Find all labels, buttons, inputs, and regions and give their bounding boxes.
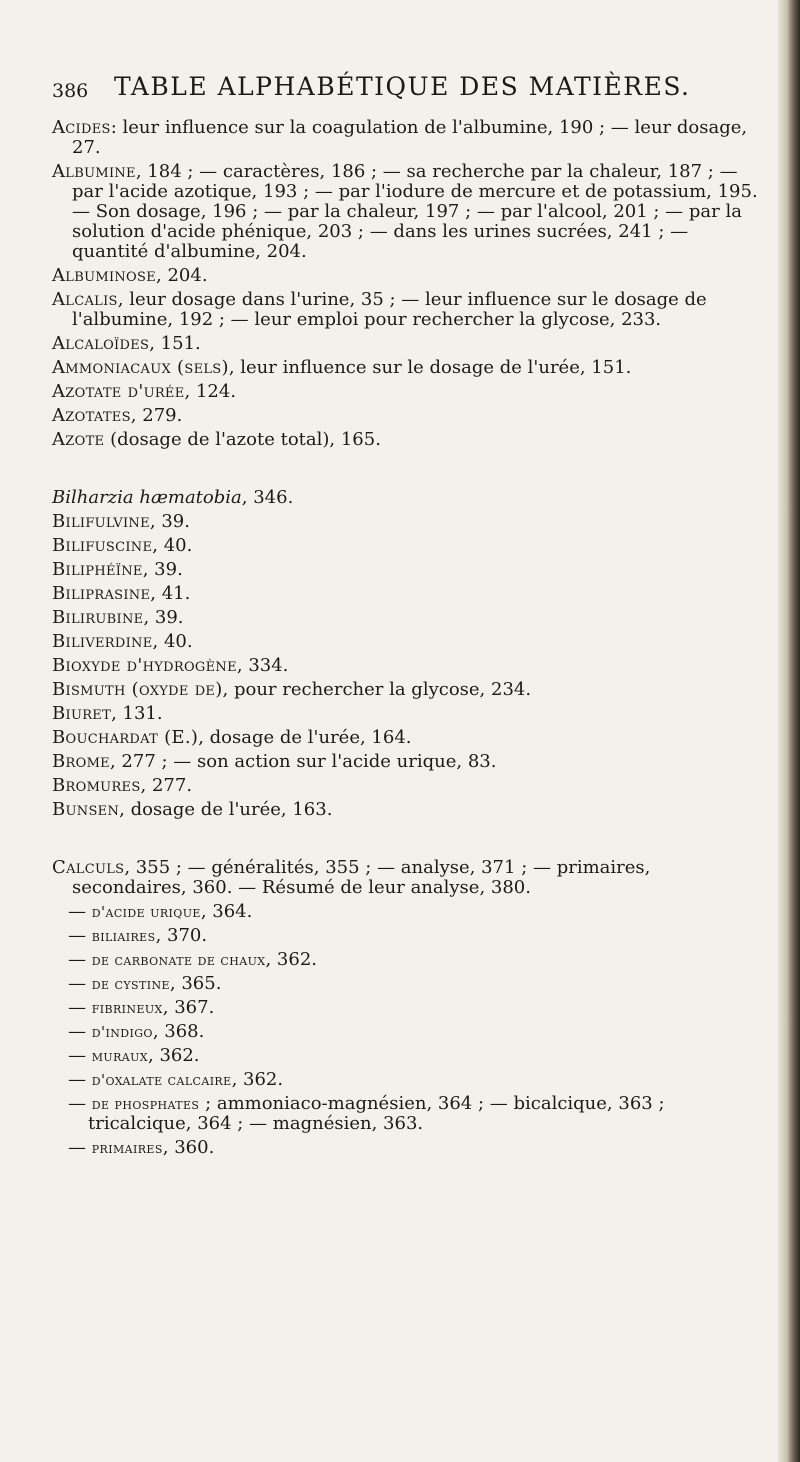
entry-text: , leur influence sur le dosage de l'urée, 151. (228, 357, 632, 378)
subentry-head: biliaires (91, 927, 156, 945)
entry-head: Biliverdine (52, 631, 153, 652)
index-entry (52, 266, 762, 286)
subentry-text: , 365. (169, 973, 222, 994)
entry-head: Biuret (52, 703, 112, 724)
index-subentry: — d'oxalate calcaire, 362. (68, 1069, 284, 1090)
index-entry (52, 358, 762, 378)
subentry-text: , 360. (162, 1137, 215, 1158)
entry-text: , dosage de l'urée, 163. (119, 799, 333, 820)
page-header (52, 72, 752, 112)
index-entry (52, 406, 762, 426)
index-entry (52, 536, 762, 556)
entry-text: , 40. (152, 535, 193, 556)
entry-text: , 204. (156, 265, 208, 286)
index-entry (52, 488, 762, 508)
index-subentry: — primaires, 360. (68, 1137, 215, 1158)
entry-text: : leur influence sur la coagulation de l'albumine, 190 ; — leur dosage, 27. (72, 117, 748, 158)
subentry-text: , 368. (152, 1021, 205, 1042)
entry-head: Calculs (52, 857, 125, 878)
entry-head: Biliprasine (52, 583, 151, 604)
index-entry (52, 800, 762, 820)
entry-head: Bunsen (52, 799, 120, 820)
entry-head: Ammoniacaux (sels) (52, 357, 229, 378)
index-entry (52, 430, 762, 450)
entry-text: , 39. (143, 607, 184, 628)
entry-head: Bilifuscine (52, 535, 153, 556)
index-entry (52, 382, 762, 402)
subentry-text: , 367. (162, 997, 215, 1018)
index-subentry: — biliaires, 370. (68, 925, 208, 946)
entry-text: (dosage de l'azote total), 165. (104, 429, 381, 450)
entry-head: Azotate d'urée (52, 381, 185, 402)
page-edge-shadow (778, 0, 800, 1462)
entry-head: Alcaloïdes (52, 333, 150, 354)
entry-text: , 334. (236, 655, 289, 676)
subentry-text: , 362. (265, 949, 318, 970)
index-entry (52, 752, 762, 772)
entry-head: Bioxyde d'hydrogène (52, 655, 237, 676)
index-entry (52, 334, 762, 354)
entry-head: Bismuth (oxyde de) (52, 679, 223, 700)
subentry-head: d'oxalate calcaire (91, 1071, 232, 1089)
index-entry (52, 290, 762, 330)
section-gap (52, 824, 762, 858)
subentry-text: , 370. (155, 925, 208, 946)
running-title: TABLE ALPHABÉTIQUE DES MATIÈRES. (114, 72, 691, 101)
section-gap (52, 454, 762, 488)
subentry-head: de phosphates (91, 1095, 200, 1113)
entry-head: Biliphéïne (52, 559, 143, 580)
entry-head: Albumine (52, 161, 136, 182)
subentry-text: , 364. (200, 901, 253, 922)
entry-text: , 346. (241, 487, 294, 508)
index-body (52, 118, 762, 1162)
entry-text: , leur dosage dans l'urine, 35 ; — leur influence sur le dosage de l'albumine, 192 ; — leur emploi pour rechercher la glycose, 233. (72, 289, 707, 330)
entry-text: , 39. (149, 511, 190, 532)
index-entry (52, 656, 762, 676)
index-entry (52, 118, 762, 158)
entry-head: Bilirubine (52, 607, 144, 628)
entry-head: Azote (52, 429, 105, 450)
entry-text: , 355 ; — généralités, 355 ; — analyse, 371 ; — primaires, secondaires, 360. — Résumé de leur analyse, 380. (72, 857, 651, 898)
index-subentry: — de carbonate de chaux, 362. (68, 949, 318, 970)
entry-head: Albuminose (52, 265, 157, 286)
index-entry (52, 512, 762, 532)
index-entry (52, 560, 762, 580)
index-entry (52, 162, 762, 262)
index-entry (52, 632, 762, 652)
subentry-head: de cystine (91, 975, 170, 993)
index-subentry: — fibrineux, 367. (68, 997, 215, 1018)
index-entry (52, 584, 762, 604)
entry-head: Alcalis (52, 289, 118, 310)
subentry-head: de carbonate de chaux (91, 951, 266, 969)
index-subentry: — d'acide urique, 364. (68, 901, 253, 922)
entry-text: , 277. (140, 775, 193, 796)
index-subentry: — muraux, 362. (68, 1045, 200, 1066)
entry-head: Bouchardat (E.) (52, 727, 199, 748)
entry-head: Bilharzia hæmatobia (52, 487, 242, 508)
entry-head: Bilifulvine (52, 511, 150, 532)
subentry-text: ; ammoniaco-magnésien, 364 ; — bicalcique, 363 ; tricalcique, 364 ; — magnésien, 363. (88, 1093, 665, 1134)
entry-text: , 151. (149, 333, 201, 354)
index-entry (52, 728, 762, 748)
subentry-head: primaires (91, 1139, 163, 1157)
entry-text: , 279. (130, 405, 183, 426)
index-entry (52, 680, 762, 700)
entry-head: Azotates (52, 405, 131, 426)
entry-text: , 124. (184, 381, 237, 402)
entry-text: , 40. (152, 631, 193, 652)
entry-text: , pour rechercher la glycose, 234. (222, 679, 532, 700)
entry-head: Bromures (52, 775, 141, 796)
entry-text: , 131. (111, 703, 163, 724)
entry-head: Brome (52, 751, 110, 772)
subentry-head: d'acide urique (91, 903, 201, 921)
subentry-text: , 362. (231, 1069, 284, 1090)
index-subentry: — d'indigo, 368. (68, 1021, 205, 1042)
index-entry (52, 704, 762, 724)
subentry-head: muraux (91, 1047, 148, 1065)
entry-text: , 277 ; — son action sur l'acide urique, 83. (109, 751, 497, 772)
index-subentry: — de cystine, 365. (68, 973, 222, 994)
index-entry (52, 776, 762, 796)
subentry-head: d'indigo (91, 1023, 153, 1041)
entry-text: , 184 ; — caractères, 186 ; — sa recherche par la chaleur, 187 ; — par l'acide azotique, 193 ; — par l'iodure de mercure et de potassium, 195. — Son dosage, 196 ; — par la chaleur, 197 ; — par l'alcool, 201 ; — par la solution d'acide phénique, 203 ; — dans les urines sucrées, 241 ; — quantité d'albumine, 204. (72, 161, 758, 262)
page-number: 386 (52, 80, 89, 102)
subentry-text: , 362. (148, 1045, 200, 1066)
entry-text: , 41. (150, 583, 191, 604)
subentry-head: fibrineux (91, 999, 163, 1017)
index-subentry: — de phosphates ; ammoniaco-magnésien, 364 ; — bicalcique, 363 ; tricalcique, 364 ; — magnésien, 363. (68, 1093, 665, 1134)
index-entry (52, 608, 762, 628)
entry-text: , 39. (142, 559, 183, 580)
index-entry (52, 858, 762, 898)
entry-text: , dosage de l'urée, 164. (198, 727, 412, 748)
entry-head: Acides (52, 117, 111, 138)
